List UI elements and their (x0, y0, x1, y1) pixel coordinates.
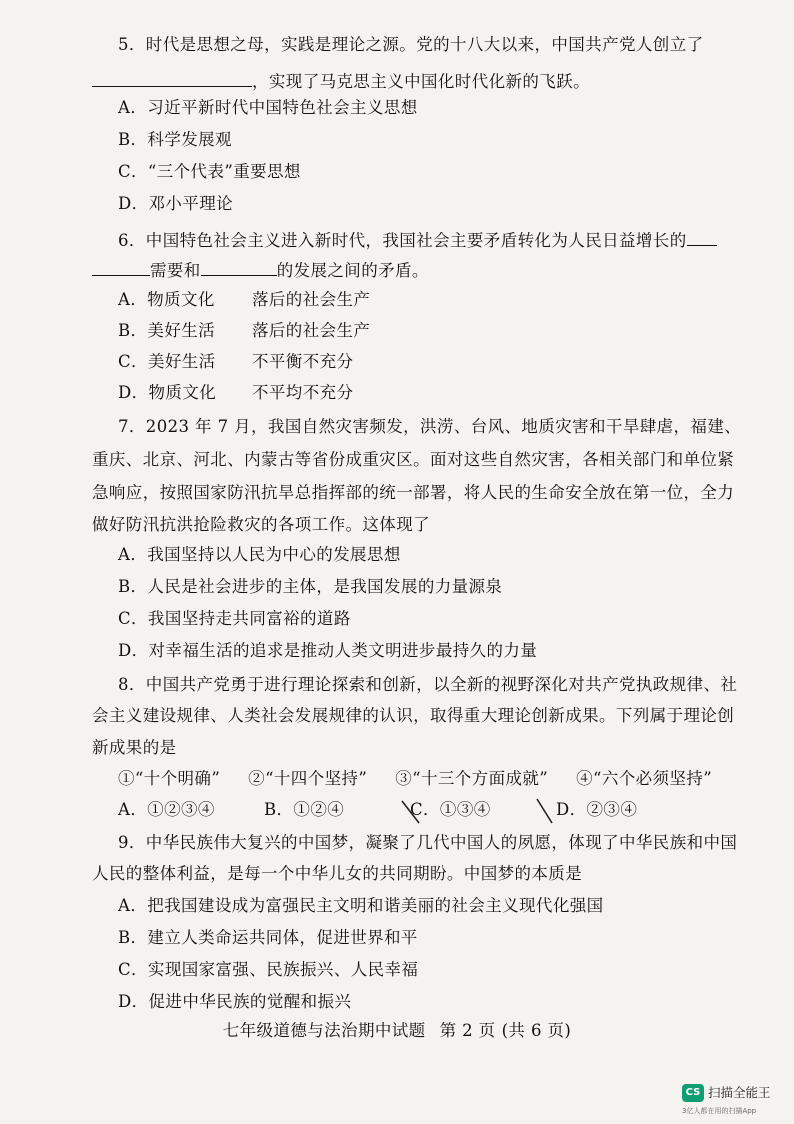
scanner-watermark (682, 1082, 792, 1118)
q6-option-b-part1: B．美好生活 (118, 321, 216, 340)
q5-option-c: C．“三个代表”重要思想 (118, 162, 301, 181)
q6-option-a (118, 288, 788, 312)
q8-stem-line1: 8．中国共产党勇于进行理论探索和创新，以全新的视野深化对共产党执政规律、社 (118, 675, 738, 694)
scanner-app-name: 扫描全能王 (708, 1085, 771, 1100)
q6-option-d-part1: D．物质文化 (118, 383, 217, 402)
q9-stem-line1: 9．中华民族伟大复兴的中国梦，凝聚了几代中国人的夙愿，体现了中华民族和中国 (118, 833, 738, 852)
q5-option-a: A．习近平新时代中国特色社会主义思想 (118, 98, 418, 117)
q9-option-a: A．把我国建设成为富强民主文明和谐美丽的社会主义现代化强国 (118, 896, 604, 915)
q9-option-d: D．促进中华民族的觉醒和振兴 (118, 992, 352, 1011)
q6-option-d (118, 381, 788, 405)
q6-option-b-part2: 落后的社会生产 (252, 321, 371, 340)
q5-option-d: D．邓小平理论 (118, 194, 234, 213)
q5-option-b: B．科学发展观 (118, 130, 232, 149)
scanner-tagline: 3亿人都在用的扫描App (682, 1107, 757, 1115)
q9-option-c: C．实现国家富强、民族振兴、人民幸福 (118, 960, 419, 979)
q8-choice-b: B．①②④ (264, 800, 345, 819)
q8-stem-line3: 新成果的是 (92, 738, 177, 757)
q7-stem-line3: 急响应，按照国家防汛抗旱总指挥部的统一部署，将人民的生命安全放在第一位，全力 (92, 483, 735, 502)
q7-option-c: C．我国坚持走共同富裕的道路 (118, 609, 351, 628)
q8-item-1: ①“十个明确” (118, 769, 221, 788)
q6-stem-line2-text-a: 需要和 (150, 261, 201, 280)
camscanner-logo-icon: CS (682, 1084, 704, 1102)
q6-stem-line2-text-b: 的发展之间的矛盾。 (276, 261, 429, 280)
footer-total-pages: (共 6 页) (501, 1021, 572, 1040)
q8-stem-line2: 会主义建设规律、人类社会发展规律的认识，取得重大理论创新成果。下列属于理论创 (92, 706, 735, 725)
q8-item-3: ③“十三个方面成就” (395, 769, 549, 788)
q6-stem-line2 (92, 257, 762, 283)
q7-option-d: D．对幸福生活的追求是推动人类文明进步最持久的力量 (118, 641, 538, 660)
q6-stem-line1 (118, 227, 788, 253)
q6-option-c-part2: 不平衡不充分 (252, 352, 354, 371)
q7-stem-line4: 做好防汛抗洪抢险救灾的各项工作。这体现了 (92, 515, 430, 534)
q6-option-d-part2: 不平均不充分 (252, 383, 354, 402)
answer-blank (201, 257, 277, 276)
q6-option-b (118, 319, 788, 343)
answer-blank (687, 227, 717, 246)
q8-choice-a: A．①②③④ (118, 800, 215, 819)
q8-item-4: ④“六个必须坚持” (576, 769, 713, 788)
q8-choice-d: D．②③④ (556, 800, 638, 819)
q9-option-b: B．建立人类命运共同体，促进世界和平 (118, 928, 418, 947)
q6-option-c-part1: C．美好生活 (118, 352, 216, 371)
q6-option-c (118, 350, 788, 374)
q8-choice-c: C．①③④ (410, 800, 491, 819)
q7-option-a: A．我国坚持以人民为中心的发展思想 (118, 545, 401, 564)
answer-blank (92, 257, 150, 276)
q6-option-a-part1: A．物质文化 (118, 290, 215, 309)
q7-stem-line1: 7．2023 年 7 月，我国自然灾害频发，洪涝、台风、地质灾害和干旱肆虐，福建、 (118, 417, 742, 436)
answer-blank (92, 68, 252, 87)
q7-stem-line2: 重庆、北京、河北、内蒙古等省份成重灾区。面对这些自然灾害，各相关部门和单位紧 (92, 450, 735, 469)
q6-option-a-part2: 落后的社会生产 (252, 290, 371, 309)
q5-stem-line1: 5．时代是思想之母，实践是理论之源。党的十八大以来，中国共产党人创立了 (118, 35, 704, 54)
q7-option-b: B．人民是社会进步的主体，是我国发展的力量源泉 (118, 577, 503, 596)
q6-stem-line1-text: 6．中国特色社会主义进入新时代，我国社会主要矛盾转化为人民日益增长的 (118, 231, 687, 250)
q8-choices (118, 798, 788, 822)
page-footer (0, 1017, 794, 1041)
q8-items (118, 767, 788, 791)
footer-page-number: 第 2 页 (439, 1021, 496, 1040)
q5-stem-line2 (92, 68, 762, 94)
q8-item-2: ②“十四个坚持” (248, 769, 368, 788)
q5-stem-line2-text: ，实现了马克思主义中国化时代化新的飞跃。 (252, 72, 590, 91)
q9-stem-line2: 人民的整体利益，是每一个中华儿女的共同期盼。中国梦的本质是 (92, 864, 583, 883)
footer-title: 七年级道德与法治期中试题 (222, 1021, 426, 1040)
